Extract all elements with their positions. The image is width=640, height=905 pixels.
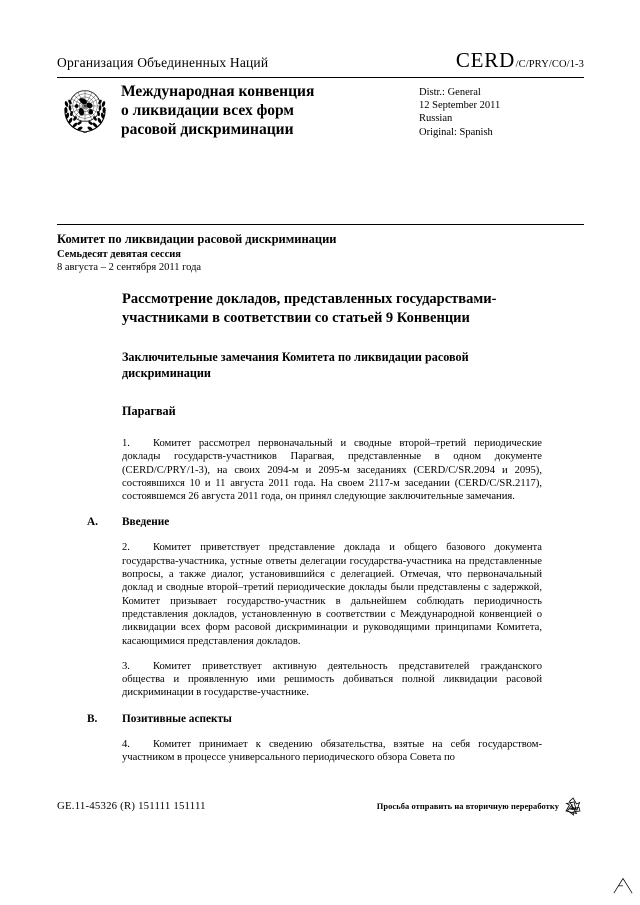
- convention-title-line-2: о ликвидации всех форм: [121, 102, 294, 119]
- paragraph-4-text: Комитет принимает к сведению обязательства, взятые на себя государством-участником в процессе универсального периодического обзора Совета по: [122, 738, 542, 764]
- section-b: [87, 712, 542, 727]
- organization-name: Организация Объединенных Наций: [57, 55, 269, 70]
- paragraph-2-number: 2.: [122, 542, 130, 554]
- distribution-original: Original: Spanish: [419, 126, 493, 138]
- distribution-block: [419, 86, 584, 139]
- committee-session: Семьдесят девятая сессия: [57, 249, 181, 260]
- convention-title-line-3: расовой дискриминации: [121, 121, 294, 138]
- paragraph-4-number: 4.: [122, 738, 130, 750]
- section-b-title: Позитивные аспекты: [122, 712, 232, 725]
- paragraph-1-text: Комитет рассмотрел первоначальный и сводные второй–третий периодические доклады государств-участников Парагвая, представленные в одном документе (CERD/C/PRY/1-3), на своих 2094-м и 2095-м заседаниях (CERD/C/SR.2094 и 2095), состоявшихся 10 и 11 августа 2011 года. На своем 2117-м заседании (CERD/C/SR.2117), состоявшемся 26 августа 2011 года, он принял следующие заключительные замечания.: [122, 438, 542, 503]
- paragraph-2-text: Комитет приветствует представление доклада и общего базового документа государства-участника, устные ответы делегации государства-участника на представленные вопросы, а также диалог, установившийся с делегацией. Отмечая, что первоначальный доклад и сводные второй–третий периодические доклады были представлены с задержкой, Комитет призывает государство-участник в дальнейшем соблюдать периодичность представления докладов, установленную в соответствии с Международной конвенцией о ликвидации всех форм расовой дискриминации и руководящими принципами Комитета, касающимися представления докладов.: [122, 542, 542, 647]
- paragraph-3: [122, 660, 542, 700]
- masthead-row: [57, 48, 584, 76]
- masthead: [57, 48, 584, 78]
- un-emblem-icon: [57, 84, 113, 136]
- paragraph-1: [122, 437, 542, 503]
- title-block: [57, 82, 584, 139]
- section-a-title: Введение: [122, 516, 170, 529]
- document-symbol: [456, 48, 584, 73]
- paragraph-1-number: 1.: [122, 438, 130, 449]
- section-b-letter: B.: [87, 712, 98, 725]
- committee-name: Комитет по ликвидации расовой дискриминации: [57, 232, 337, 246]
- paragraph-2: [122, 541, 542, 647]
- distribution-language: Russian: [419, 113, 453, 125]
- country-heading: Парагвай: [122, 404, 176, 418]
- corner-decoration: [612, 873, 634, 895]
- convention-title-line-1: Международная конвенция: [121, 83, 315, 100]
- document-symbol-suffix: /C/PRY/CO/1-3: [515, 59, 584, 70]
- header-separator-rule: [57, 224, 584, 225]
- recycle-note-block: [377, 795, 584, 817]
- document-code: GE.11-45326 (R) 151111 151111: [57, 800, 206, 812]
- paragraph-3-number: 3.: [122, 660, 130, 672]
- distribution-date: 12 September 2011: [419, 100, 501, 112]
- paragraph-4: [122, 738, 542, 765]
- page-title: Рассмотрение докладов, представленных государствами-участниками в соответствии со статьей 9 Конвенции: [122, 291, 497, 326]
- document-body: [87, 290, 542, 776]
- page-footer: [57, 795, 584, 817]
- section-a-letter: A.: [87, 516, 98, 529]
- distribution-type: Distr.: General: [419, 87, 481, 98]
- recycle-note: Просьба отправить на вторичную переработку: [376, 801, 559, 811]
- section-a: [87, 515, 542, 530]
- paragraph-3-text: Комитет приветствует активную деятельность представителей гражданского общества и проявленную ими решимость добиваться полной ликвидации расовой дискриминации в государстве-участнике.: [122, 660, 542, 699]
- concluding-observations-heading: Заключительные замечания Комитета по ликвидации расовой дискриминации: [122, 350, 469, 380]
- committee-heading: [57, 232, 584, 274]
- committee-session-dates: 8 августа – 2 сентября 2011 года: [57, 262, 202, 273]
- document-symbol-main: CERD: [455, 48, 516, 72]
- masthead-rule: [57, 77, 584, 78]
- convention-title: [121, 82, 419, 139]
- recycling-symbol-icon: [562, 795, 584, 817]
